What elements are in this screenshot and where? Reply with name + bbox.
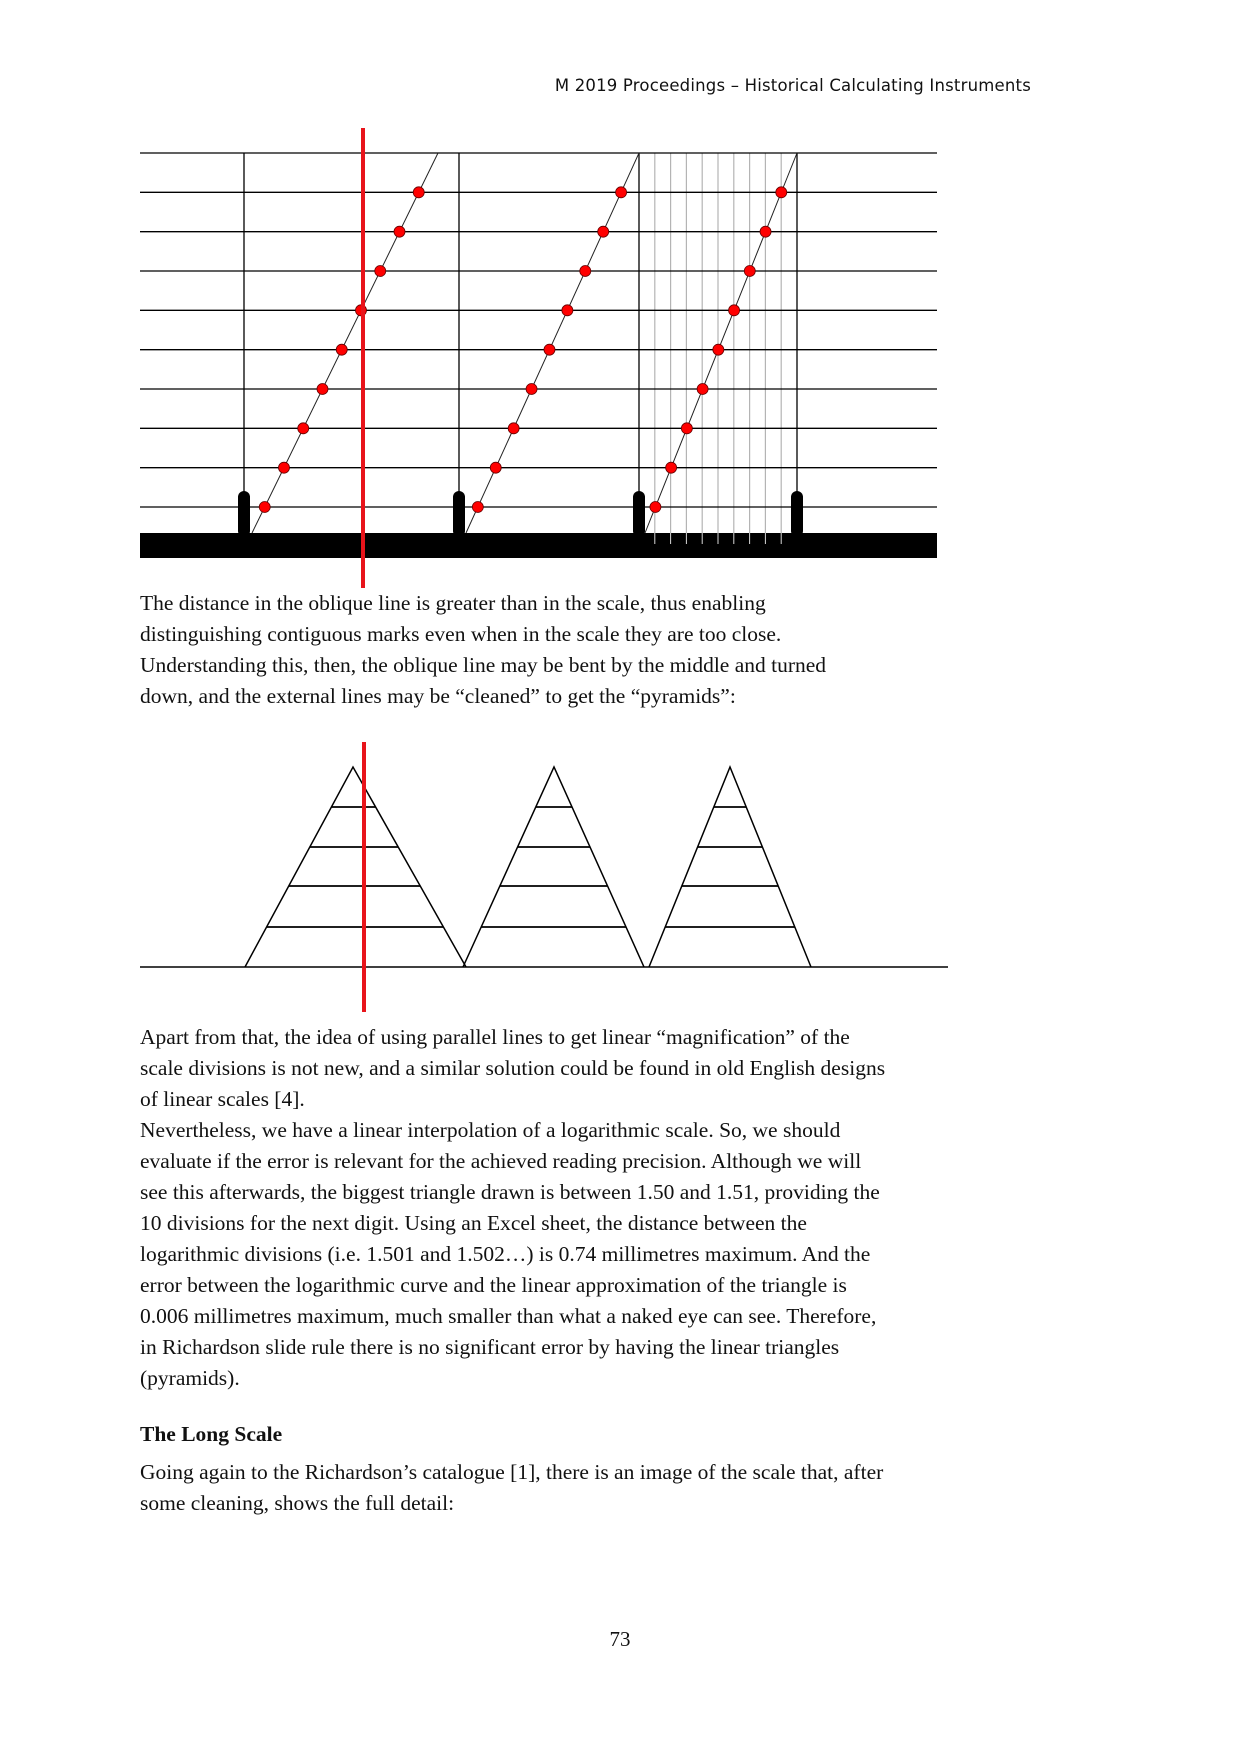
text-line: Understanding this, then, the oblique line may be bent by the middle and turned <box>140 653 827 677</box>
text-line: of linear scales [4]. <box>140 1087 305 1111</box>
text-line: down, and the external lines may be “cleaned” to get the “pyramids”: <box>140 684 736 708</box>
text-line: The distance in the oblique line is greater than in the scale, thus enabling <box>140 591 766 615</box>
text-line: in Richardson slide rule there is no significant error by having the linear triangles <box>140 1335 840 1359</box>
text-line: Nevertheless, we have a linear interpolation of a logarithmic scale. So, we should <box>140 1118 841 1142</box>
text-line: (pyramids). <box>140 1366 240 1390</box>
text-line: scale divisions is not new, and a similar solution could be found in old English designs <box>140 1056 886 1080</box>
paragraph-long-scale <box>140 1457 1040 1519</box>
pyramid-outline <box>649 767 811 967</box>
text-line: some cleaning, shows the full detail: <box>140 1491 455 1515</box>
text-line: evaluate if the error is relevant for the achieved reading precision. Although we will <box>140 1149 862 1173</box>
text-line: see this afterwards, the biggest triangle drawn is between 1.50 and 1.51, providing the <box>140 1180 880 1204</box>
pyramid-outline <box>463 767 644 967</box>
text-line: distinguishing contiguous marks even when in the scale they are too close. <box>140 622 782 646</box>
paragraph-error-analysis <box>140 1022 1040 1394</box>
text-line: Going again to the Richardson’s catalogue [1], there is an image of the scale that, after <box>140 1460 884 1484</box>
pyramid-outline <box>245 767 466 967</box>
text-line: error between the logarithmic curve and the linear approximation of the triangle is <box>140 1273 847 1297</box>
text-line: Apart from that, the idea of using parallel lines to get linear “magnification” of the <box>140 1025 850 1049</box>
text-line: logarithmic divisions (i.e. 1.501 and 1.502…) is 0.74 millimetres maximum. And the <box>140 1242 871 1266</box>
running-header: M 2019 Proceedings – Historical Calculating Instruments <box>554 76 1031 95</box>
text-line: 10 divisions for the next digit. Using an Excel sheet, the distance between the <box>140 1211 807 1235</box>
text-line: 0.006 millimetres maximum, much smaller than what a naked eye can see. Therefore, <box>140 1304 877 1328</box>
page-number: 73 <box>609 1627 631 1651</box>
cursor-line <box>362 742 366 1012</box>
section-heading: The Long Scale <box>140 1422 283 1446</box>
